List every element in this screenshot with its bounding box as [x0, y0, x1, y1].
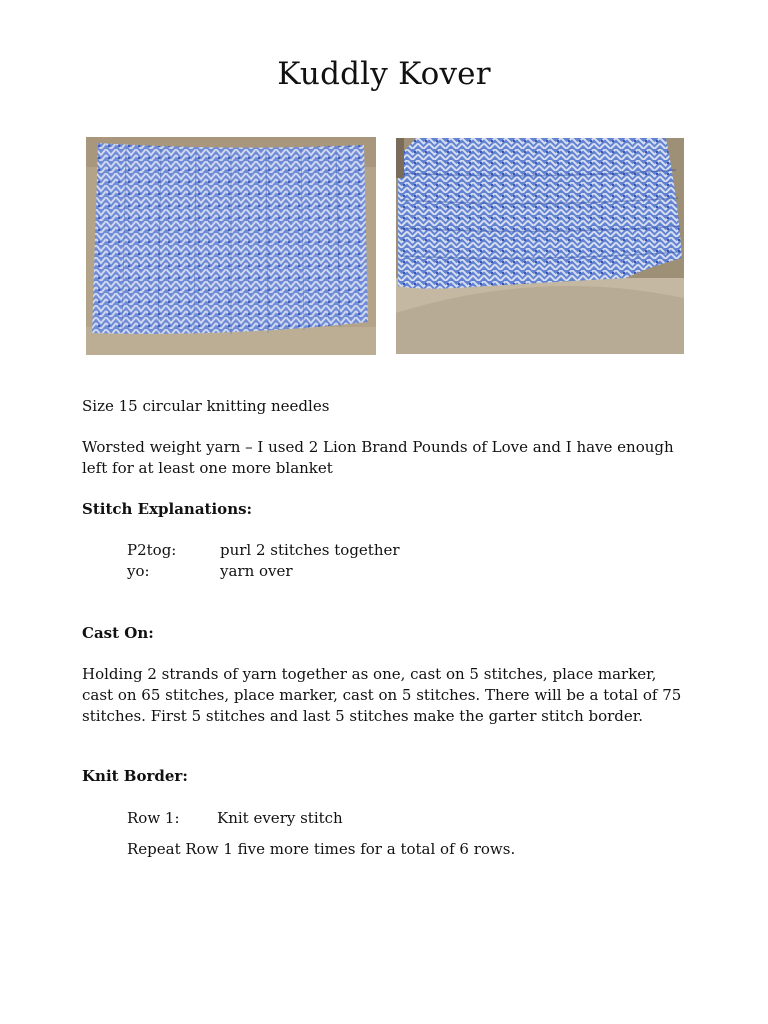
needles-text: Size 15 circular knitting needles [82, 397, 330, 415]
cast-on-text: Holding 2 strands of yarn together as one, cast on 5 stitches, place marker, cast on 65 stitches, place marker, cast on 5 stitches. There will be a total of 75 stitches. First 5 stitches and last 5 stitches make the garter stitch border. [82, 665, 682, 725]
page-title: Kuddly Kover [277, 56, 491, 92]
yarn-text: Worsted weight yarn – I used 2 Lion Brand Pounds of Love and I have enough left for at least one more blanket [82, 438, 674, 477]
stitch-term-yo: yo: [127, 562, 150, 580]
blanket-flat-photo [86, 137, 376, 355]
stitch-term-p2tog: P2tog: [127, 541, 177, 559]
cast-on-heading: Cast On: [82, 624, 154, 642]
blanket-draped-photo [396, 138, 684, 354]
border-row-text: Knit every stitch [217, 809, 343, 827]
stitch-definition-yo: yarn over [220, 562, 293, 580]
stitch-definition-p2tog: purl 2 stitches together [220, 541, 400, 559]
stitch-explanations-heading: Stitch Explanations: [82, 500, 253, 518]
border-repeat-text: Repeat Row 1 five more times for a total of 6 rows. [127, 840, 516, 858]
knit-border-heading: Knit Border: [82, 767, 188, 785]
border-row-label: Row 1: [127, 809, 180, 827]
